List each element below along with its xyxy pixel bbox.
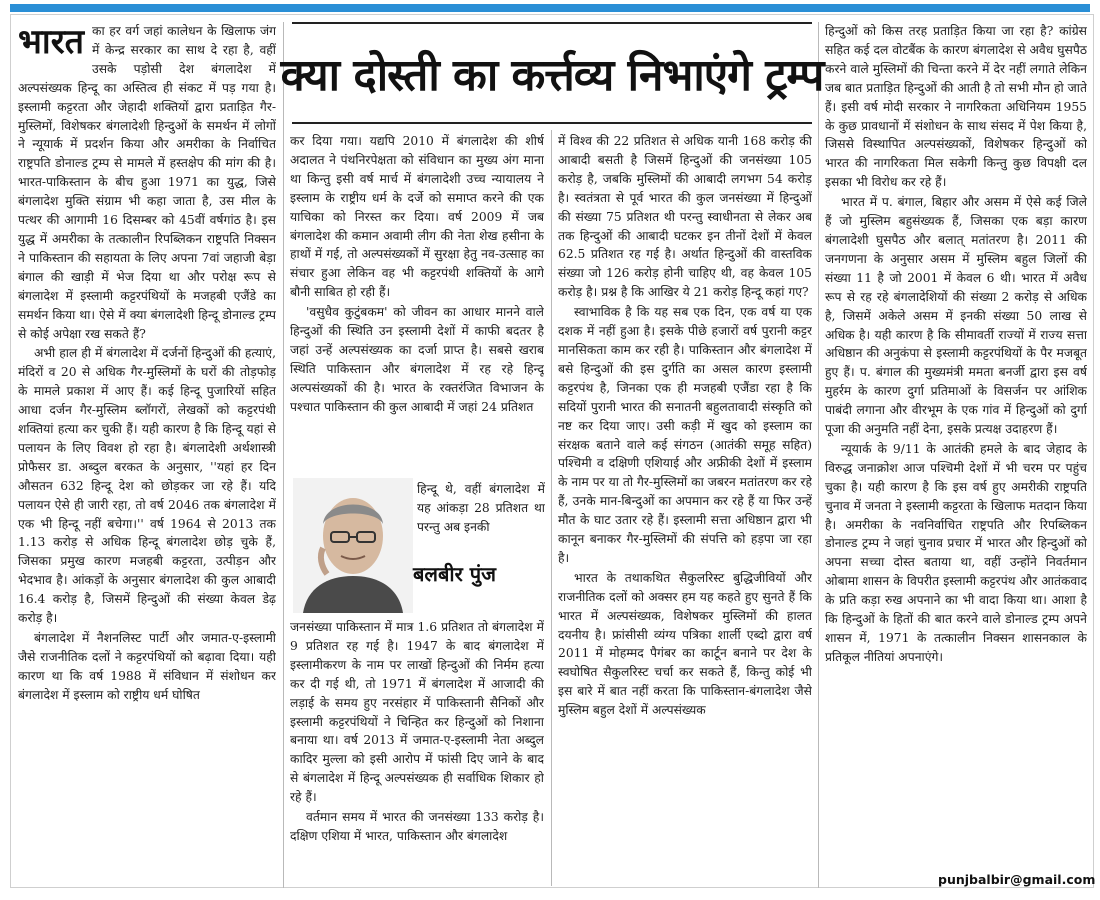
paragraph: भारत के तथाकथित सैकुलरिस्ट बुद्धिजीवियों और राजनीतिक दलों को अक्सर हम यह कहते हुए सुनते हैं कि भारत में अल्पसंख्यक, विशेषकर मुस्लिमों की हालत दयनीय है। फ्रांसीसी व्यंग्य पत्रिका शार्ली एब्दो द्वारा वर्ष 2011 में मोहम्मद पैगंबर का कार्टून बनाने पर देश के स्वघोषित सैकुलरिस्ट चर्चा कर सकते हैं, किन्तु कोई भी इस बारे में बात नहीं करता कि पाकिस्तान-बंगलादेश जैसे मुस्लिम बहुल देशों में अल्पसंख्यक (558, 570, 812, 718)
author-byline: बलबीर पुंज (413, 562, 496, 586)
column-separator (551, 130, 552, 886)
headline-box (280, 22, 824, 124)
article-column-2-bottom (290, 618, 544, 880)
paragraph: में विश्व की 22 प्रतिशत से अधिक यानी 168 करोड़ की आबादी बसती है जिसमें हिन्दुओं की जनसंख्या 105 करोड़ है, जबकि मुस्लिमों की आबादी लगभग 54 करोड़ है। स्वतंत्रता से पूर्व भारत की कुल जनसंख्या में हिन्दुओं की संख्या 75 प्रतिशत थी परन्तु स्वाधीनता से लेकर अब तक हिन्दुओं की आबादी घटकर इन तीनों देशों में केवल 62.5 प्रतिशत रह गई है। अर्थात हिन्दुओं की वास्तविक संख्या जो 126 करोड़ होनी चाहिए थी, वह केवल 105 करोड़ है। प्रश्न है कि आखिर ये 21 करोड़ हिन्दू कहां गए? (558, 134, 812, 300)
column-separator (818, 22, 819, 888)
headline: क्या दोस्ती का कर्त्तव्य निभाएंगे ट्रम्प (280, 50, 824, 101)
article-column-1 (18, 22, 276, 878)
author-photo (293, 478, 413, 613)
paragraph: जनसंख्या पाकिस्तान में मात्र 1.6 प्रतिशत तो बंगलादेश में 9 प्रतिशत रह गई है। 1947 के बाद बंगलादेश में इस्लामीकरण के नाम पर लाखों हिन्दुओं की निर्मम हत्या कर दी गई थी, तो 1971 में बंगलादेश में आजादी की लड़ाई के समय हुए नरसंहार में पाकिस्तानी सैनिकों और इस्लामी कट्टरपंथियों ने चिन्हित कर हिन्दुओं को निशाना बनाया था। वर्ष 2013 में जमात-ए-इस्लामी नेता अब्दुल कादिर मुल्ला को इसी आरोप में फांसी दिए जाने के बाद से बंगलादेश में हिन्दू अल्पसंख्यक ही सर्वाधिक शिकार हो रहे हैं। (290, 620, 544, 805)
column-separator (283, 22, 284, 888)
paragraph: स्वाभाविक है कि यह सब एक दिन, एक वर्ष या एक दशक में नहीं हुआ है। इसके पीछे हजारों वर्ष पुरानी कट्टर मानसिकता काम कर रही है। पाकिस्तान और बंगलादेश में बसे हिन्दुओं की इस दुर्गति का असल कारण इस्लामी कट्टरपंथ है, जिनका एक ही मजहबी एजैंडा रहा है कि सदियों पुरानी भारत की सनातनी बहुलतावादी संस्कृति को नष्ट कर दिया जाए। उसी कड़ी में खुद को इस्लाम का संरक्षक बताने वाले कई संगठन (आतंकी समूह सहित) पश्चिमी व दक्षिणी एशियाई और अफ्रीकी देशों में इस्लाम के नाम पर या तो गैर-मुस्लिमों का जबरन मतांतरण कर रहे हैं, उनके मान-बिन्दुओं का अपमान कर रहे हैं या फिर उन्हें मौत के घाट उतार रहे हैं। इस्लामी सत्ता अधिष्ठान द्वारा भी कानून बनाकर गैर-मुस्लिमों की संपत्ति को हड़पा जा रहा है। (558, 305, 812, 565)
paragraph: भारत का हर वर्ग जहां कालेधन के खिलाफ जंग में केन्द्र सरकार का साथ दे रहा है, वहीं उसके पड़ोसी देश बंगलादेश में अल्पसंख्यक हिन्दू का अस्तित्व ही संकट में पड़ गया है। इस्लामी कट्टरता और जेहादी शक्तियों द्वारा प्रताड़ित गैर-मुस्लिमों, विशेषकर बंगलादेशी हिन्दुओं के समर्थन में लोगों ने न्यूयार्क में प्रदर्शन किया और अमरीका के निर्वाचित राष्ट्रपति डोनाल्ड ट्रम्प से मामले में हस्तक्षेप की मांग की है। भारत-पाकिस्तान के बीच हुआ 1971 का युद्ध, जिसे बंगलादेश मुक्ति संग्राम भी कहा जाता है, उस मील के पत्थर की आगामी 16 दिसम्बर को 45वीं वर्षगांठ है। इस युद्ध में अमरीका के तत्कालीन रिपब्लिकन राष्ट्रपति निक्सन ने पाकिस्तान की सहायता के लिए अपना 7वां जहाजी बेड़ा बंगाल की खाड़ी में भेज दिया था और परोक्ष रूप से बंगलादेश में इस्लामी कट्टरपंथियों के मजहबी एजैंडे का समर्थन किया था। ऐसे में क्या बंगलादेशी हिन्दू डोनाल्ड ट्रम्प से कोई अपेक्षा रख सकते हैं? (18, 22, 276, 341)
top-color-bar (10, 4, 1090, 12)
paragraph: वर्तमान समय में भारत की जनसंख्या 133 करोड़ है। दक्षिण एशिया में भारत, पाकिस्तान और बंगलादेश (290, 810, 544, 843)
beside-photo-text: हिन्दू थे, वहीं बंगलादेश में यह आंकड़ा 28 प्रतिशत था परन्तु अब इनकी (417, 482, 545, 534)
author-email: punjbalbir@gmail.com (938, 872, 1096, 887)
paragraph: हिन्दुओं को किस तरह प्रताड़ित किया जा रहा है? कांग्रेस सहित कई दल वोटबैंक के कारण बंगलादेश से अवैध घुसपैठ करने वाले मुस्लिमों की चिन्ता करने में देर नहीं लगाते लेकिन जब बात प्रताड़ित हिन्दुओं की आती है तो सभी मौन हो जाते हैं। इसी वर्ष मोदी सरकार ने नागरिकता अधिनियम 1955 के कुछ प्रावधानों में संशोधन के साथ संसद में पेश किया है, जिससे विस्थापित अल्पसंख्यकों, विशेषकर हिन्दुओं को भारत की नागरिकता मिल सकेगी किन्तु कुछ विपक्षी दल इसका भी विरोध कर रहे हैं। (825, 24, 1087, 190)
dropcap: भारत (18, 22, 84, 62)
author-photo-box (293, 478, 543, 613)
paragraph: न्यूयार्क के 9/11 के आतंकी हमले के बाद जेहाद के विरुद्ध जनाक्रोश आज पश्चिमी देशों में भी चरम पर पहुंच चुका है। यही कारण है कि इस वर्ष हुए अमरीकी राष्ट्रपति चुनाव में जनता ने इस्लामी कट्टरता के खिलाफ मतदान किया है। अमरीका के नवनिर्वाचित राष्ट्रपति और रिपब्लिकन डोनाल्ड ट्रम्प ने जहां चुनाव प्रचार में भारत और हिन्दुओं को अपना सच्चा दोस्त बताया था, वहीं उन्होंने निवर्तमान ओबामा शासन के विपरीत इस्लामी कट्टरपंथ और आतंकवाद के प्रति कड़ा रुख अपनाने का भी वादा किया था। आशा है कि हिन्दुओं के हितों की बात करने वाले डोनाल्ड ट्रम्प अपने शासन में, 1971 के तत्कालीन निक्सन शासनकाल के प्रतिकूल नीतियां अपनाएंगे। (825, 441, 1087, 664)
paragraph: बंगलादेश में नैशनलिस्ट पार्टी और जमात-ए-इस्लामी जैसे राजनीतिक दलों ने कट्टरपंथियों को बढ़ावा दिया। यही कारण था कि वर्ष 1988 में संविधान में संशोधन कर बंगलादेश में इस्लाम को राष्ट्रीय धर्म घोषित (18, 631, 276, 702)
paragraph: भारत में प. बंगाल, बिहार और असम में ऐसे कई जिले हैं जो मुस्लिम बहुसंख्यक हैं, जिसका एक बड़ा कारण बंगलादेशी घुसपैठ और बलात् मतांतरण है। 2011 की जनगणना के अनुसार असम में मुस्लिम बहुल जिलों की संख्या 11 है जो 2001 में केवल 6 थी। भारत में अवैध रूप से रह रहे बंगलादेशियों की संख्या 2 करोड़ से अधिक है, जिसमें अकेले असम में इनकी संख्या 50 लाख से अधिक है। यही कारण है कि सीमावर्ती राज्यों में राज्य सत्ता अधिष्ठान की अनुकंपा से इस्लामी कट्टरपंथियों के पैर मजबूत हुए हैं। प. बंगाल की मुख्यमंत्री ममता बनर्जी द्वारा इस वर्ष मुहर्रम के कारण दुर्गा प्रतिमाओं के विसर्जन पर आंशिक पाबंदी लगाना और वीरभूम के एक गांव में हिन्दुओं को दुर्गा पूजा की अनुमति नहीं देना, इसके प्रत्यक्ष उदाहरण हैं। (825, 195, 1087, 437)
article-column-2-top (290, 132, 544, 474)
article-column-3 (558, 132, 812, 880)
article-column-4 (825, 22, 1087, 868)
paragraph: कर दिया गया। यद्यपि 2010 में बंगलादेश की शीर्ष अदालत ने पंथनिरपेक्षता को संविधान का मुख्य अंग माना था किन्तु इसी वर्ष मार्च में बंगलादेशी उच्च न्यायालय ने इस्लाम के राष्ट्रीय धर्म के दर्जे को समाप्त करने की एक याचिका को निरस्त कर दिया। वर्ष 2009 में जब बंगलादेश की कमान अवामी लीग की नेता शेख हसीना के हाथों में गई, तो अल्पसंख्यकों में सुरक्षा हेतु नव-उत्साह का संचार हुआ लेकिन वह भी कट्टरपंथी शक्तियों के आगे बौनी साबित हो रही हैं। (290, 134, 544, 300)
paragraph: 'वसुधैव कुटुंबकम' को जीवन का आधार मानने वाले हिन्दुओं की स्थिति उन इस्लामी देशों में काफी बदतर है जहां उन्हें अल्पसंख्यक का दर्जा प्राप्त है। सबसे खराब स्थिति पाकिस्तान और बंगलादेश में रह रहे हिन्दू अल्पसंख्यकों की है। भारत के रक्तरंजित विभाजन के पश्चात पाकिस्तान की कुल आबादी में जहां 24 प्रतिशत (290, 305, 544, 414)
paragraph: अभी हाल ही में बंगलादेश में दर्जनों हिन्दुओं की हत्याएं, मंदिरों व 20 से अधिक गैर-मुस्लिमों के घरों की तोड़फोड़ के मामले प्रकाश में आए हैं। कई हिन्दू पुजारियों सहित आधा दर्जन गैर-मुस्लिम ब्लॉगरों, लेखकों को कट्टरपंथी शक्तियां हत्या कर चुकी हैं। यही कारण है कि हिन्दू यहां से पलायन के लिए विवश हो रहा है। बंगलादेशी अर्थशास्त्री प्रोफैसर डा. अब्दुल बरकत के अनुसार, ''यहां हर दिन औसतन 632 हिन्दू देश को छोड़कर जा रहे हैं। यदि पलायन ऐसे ही जारी रहा, तो वर्ष 2046 तक बंगलादेश में एक भी हिन्दू नहीं बचेगा।'' वर्ष 1964 से 2013 तक 1.13 करोड़ से अधिक हिन्दू बंगलादेश छोड़ चुके हैं, जिसका प्रमुख कारण मजहबी कट्टरता, उत्पीड़न और भेदभाव है। आंकड़ों के अनुसार बंगलादेश की कुल आबादी 16.4 करोड़ है, जिसमें हिन्दुओं की संख्या केवल डेढ़ करोड़ है। (18, 346, 276, 626)
